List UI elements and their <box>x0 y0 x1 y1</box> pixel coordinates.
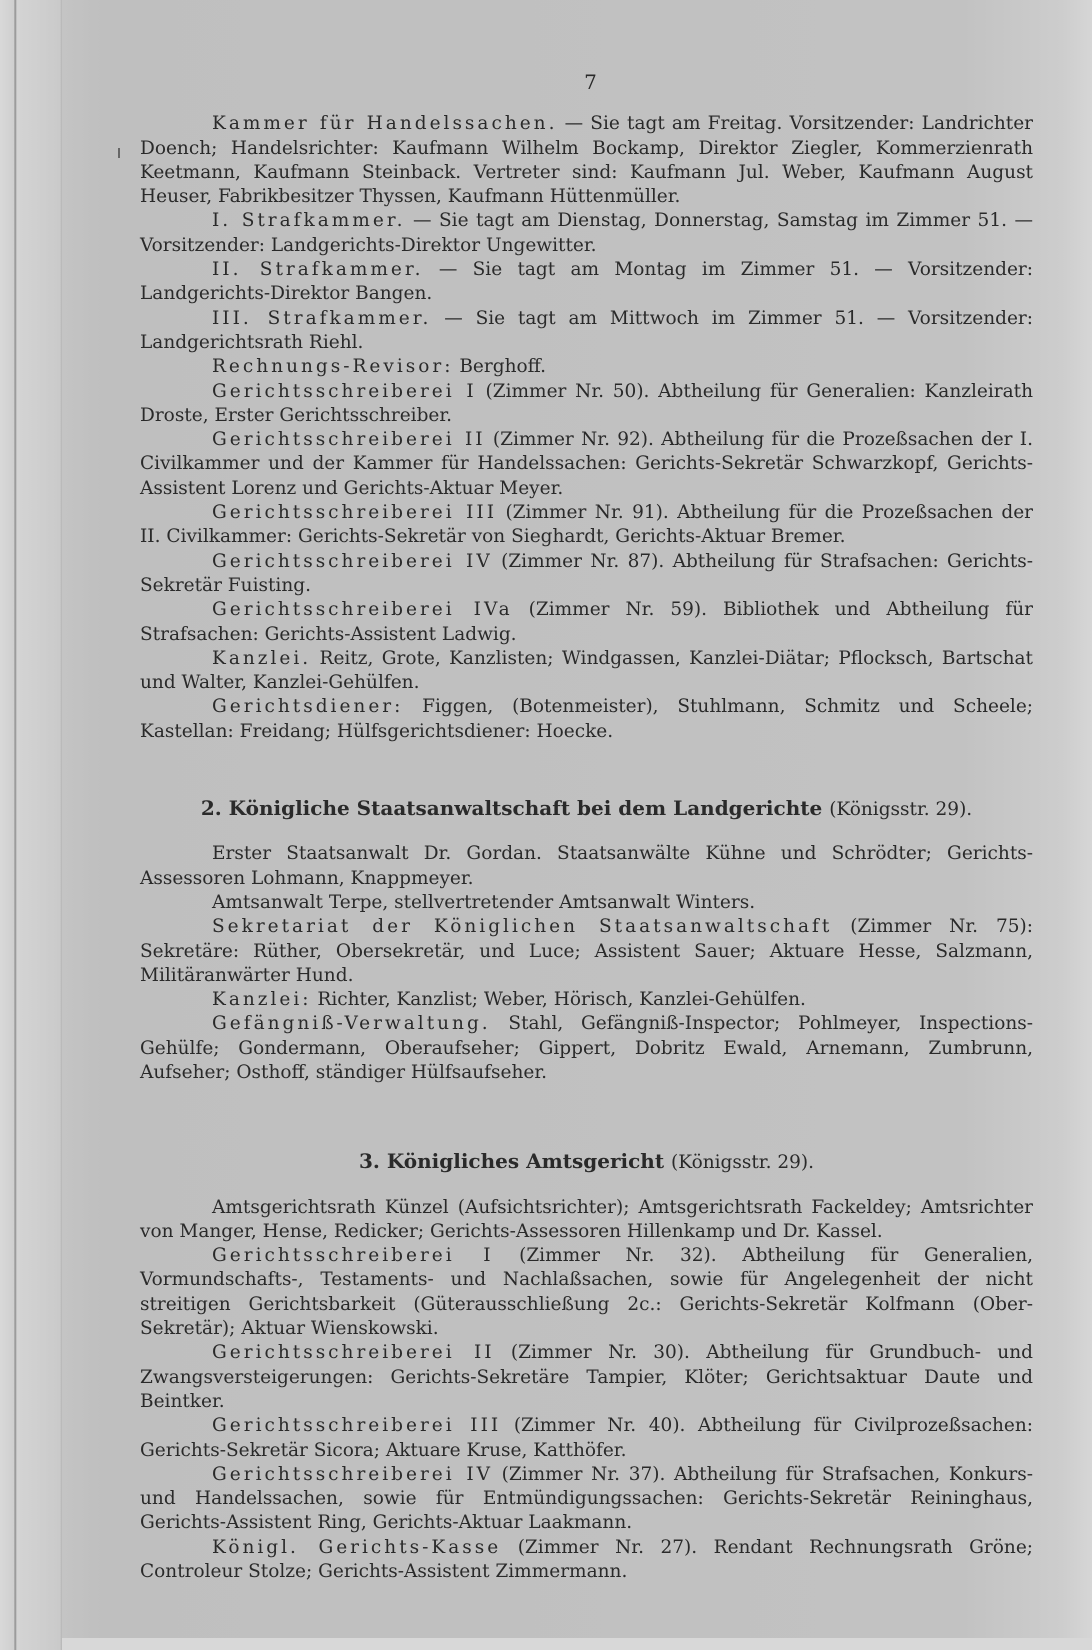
entry-text: Reitz, Grote, Kanzlisten; Windgassen, Kanzlei-Diätar; Pflocksch, Bartschat und Walter, Kanzlei-Gehülfen. <box>140 647 1033 694</box>
section-3-title: Königliches Amtsgericht <box>386 1149 665 1174</box>
page-bottom-edge <box>62 1638 1092 1650</box>
section-3-heading <box>140 1149 1033 1175</box>
page-number: 7 <box>584 70 597 94</box>
entry-paragraph <box>140 695 1033 744</box>
entry-paragraph <box>140 380 1033 429</box>
section-3-amtsgericht <box>140 1196 1033 1585</box>
entry-text: (Zimmer Nr. 50). Abtheilung für Generalien: Kanzleirath Droste, Erster Gerichtsschreiber. <box>140 380 1033 426</box>
entry-text: (Zimmer Nr. 30). Abtheilung für Grundbuch- und Zwangsversteigerungen: Gerichts-Sekretäre Tampier, Klöter; Gerichtsaktuar Daute und Beintker. <box>140 1342 1033 1412</box>
entry-label: Gerichtsschreiberei III <box>212 502 498 524</box>
entry-paragraph <box>140 988 1033 1012</box>
entry-text: Stahl, Gefängniß-Inspector; Pohlmeyer, Inspections-Gehülfe; Gondermann, Oberaufseher; Gippert, Dobritz Ewald, Arnemann, Zumbrunn, Aufseher; Osthoff, ständiger Hülfsaufseher. <box>140 1013 1033 1083</box>
section-2-title: Königliche Staatsanwaltschaft bei dem Landgerichte <box>228 796 823 821</box>
entry-paragraph <box>140 550 1033 599</box>
entry-paragraph <box>140 112 1033 209</box>
entry-text: Amtsgerichtsrath Künzel (Aufsichtsrichter); Amtsgerichtsrath Fackeldey; Amtsrichter von Manger, Hense, Redicker; Gerichts-Assessoren Hillenkamp und Dr. Kassel. <box>140 1196 1033 1242</box>
entry-text: (Zimmer Nr. 75): Sekretäre: Rüther, Obersekretär, und Luce; Assistent Sauer; Aktuare Hesse, Salzmann, Militäranwärter Hund. <box>140 916 1033 986</box>
entry-paragraph <box>140 1463 1033 1536</box>
entry-paragraph <box>140 209 1033 258</box>
entry-text: Amtsanwalt Terpe, stellvertretender Amtsanwalt Winters. <box>212 891 756 913</box>
entry-text: — Sie tagt am Montag im Zimmer 51. — Vorsitzender: Landgerichts-Direktor Bangen. <box>140 259 1034 305</box>
entry-label: Gerichtsschreiberei IV <box>212 550 493 572</box>
entry-paragraph <box>140 501 1033 550</box>
section-2-number: 2. <box>200 796 222 821</box>
entry-label: Kammer für Handelssachen. <box>212 113 558 135</box>
entry-text: Berghoff. <box>453 356 546 378</box>
entry-paragraph <box>140 258 1033 307</box>
section-2-address: (Königsstr. 29). <box>829 799 973 821</box>
entry-label: III. Strafkammer. <box>212 307 432 329</box>
entry-label: Königl. Gerichts-Kasse <box>212 1536 502 1558</box>
entry-paragraph <box>140 1414 1033 1463</box>
page-content <box>140 70 1033 1584</box>
entry-paragraph <box>140 307 1033 356</box>
entry-text: Erster Staatsanwalt Dr. Gordan. Staatsanwälte Kühne und Schrödter; Gerichts-Assessoren Lohmann, Knappmeyer. <box>140 843 1033 889</box>
entry-paragraph <box>140 1196 1033 1245</box>
entry-paragraph <box>140 598 1033 647</box>
entry-paragraph <box>140 891 1033 915</box>
entry-label: Gerichtsschreiberei IV <box>212 1463 493 1485</box>
entry-text: (Zimmer Nr. 32). Abtheilung für Generalien, Vormundschafts-, Testaments- und Nachlaßsachen, sowie für Angelegenheit der nicht streitigen Gerichtsbarkeit (Güterausschließung 2c.: Gerichts-Sekretär Kolfmann (Ober-Sekretär); Aktuar Wienskowski. <box>140 1245 1033 1340</box>
section-2-staatsanwaltschaft <box>140 842 1033 1085</box>
entry-label: Gerichtsschreiberei I <box>212 380 477 402</box>
entry-paragraph <box>140 915 1033 988</box>
entry-label: II. Strafkammer. <box>212 259 424 281</box>
entry-text: Figgen, (Botenmeister), Stuhlmann, Schmitz und Scheele; Kastellan: Freidang; Hülfsgerichtsdiener: Hoecke. <box>140 696 1033 742</box>
entry-label: Rechnungs-Revisor: <box>212 356 454 378</box>
entry-text: (Zimmer Nr. 92). Abtheilung für die Prozeßsachen der I. Civilkammer und der Kammer für Handelssachen: Gerichts-Sekretär Schwarzkopf, Gerichts-Assistent Lorenz und Gerichts-Aktuar Meyer. <box>140 429 1033 499</box>
entry-label: Gerichtsschreiberei II <box>212 1342 495 1364</box>
entry-text: (Zimmer Nr. 91). Abtheilung für die Prozeßsachen der II. Civilkammer: Gerichts-Sekretär von Sieghardt, Gerichts-Aktuar Bremer. <box>140 502 1033 548</box>
entry-paragraph <box>140 1012 1033 1085</box>
entry-label: Gerichtsdiener: <box>212 696 404 718</box>
section-3-number: 3. <box>358 1149 380 1174</box>
entry-text: — Sie tagt am Dienstag, Donnerstag, Samstag im Zimmer 51. — Vorsitzender: Landgerichts-Direktor Ungewitter. <box>140 210 1033 256</box>
entry-text: (Zimmer Nr. 59). Bibliothek und Abtheilung für Strafsachen: Gerichts-Assistent Ladwig. <box>140 599 1033 645</box>
book-binding-edge <box>0 0 62 1650</box>
entry-text: (Zimmer Nr. 87). Abtheilung für Strafsachen: Gerichts-Sekretär Fuisting. <box>140 550 1034 596</box>
entry-paragraph <box>140 1536 1033 1585</box>
entry-label: I. Strafkammer. <box>212 210 406 232</box>
entry-label: Kanzlei: <box>212 989 312 1011</box>
entry-paragraph <box>140 428 1033 501</box>
entry-label: Sekretariat der Königlichen Staatsanwaltschaft <box>212 916 833 938</box>
entry-label: Gerichtsschreiberei IVa <box>212 599 513 621</box>
entry-label: Gerichtsschreiberei I <box>212 1245 494 1267</box>
entry-paragraph <box>140 647 1033 696</box>
entry-text: (Zimmer Nr. 37). Abtheilung für Strafsachen, Konkurs- und Handelssachen, sowie für Entmündigungssachen: Gerichts-Sekretär Reininghaus, Gerichts-Assistent Ring, Gerichts-Aktuar Laakmann. <box>140 1463 1034 1534</box>
section-1-landgericht-continued <box>140 112 1033 744</box>
section-2-heading <box>140 796 1033 822</box>
entry-paragraph <box>140 1341 1033 1414</box>
entry-label: Kanzlei. <box>212 647 312 669</box>
entry-text: (Zimmer Nr. 27). Rendant Rechnungsrath Gröne; Controleur Stolze; Gerichts-Assistent Zimmermann. <box>140 1536 1033 1583</box>
entry-text: — Sie tagt am Mittwoch im Zimmer 51. — Vorsitzender: Landgerichtsrath Riehl. <box>140 307 1033 353</box>
entry-label: Gerichtsschreiberei III <box>212 1415 502 1437</box>
entry-paragraph <box>140 1244 1033 1341</box>
entry-label: Gerichtsschreiberei II <box>212 429 486 451</box>
entry-text: Richter, Kanzlist; Weber, Hörisch, Kanzlei-Gehülfen. <box>311 989 806 1011</box>
entry-paragraph <box>140 842 1033 891</box>
section-3-address: (Königsstr. 29). <box>671 1152 815 1174</box>
entry-text: — Sie tagt am Freitag. Vorsitzender: Landrichter Doench; Handelsrichter: Kaufmann Wilhelm Bockamp, Direktor Ziegler, Kommerzienrath Keetmann, Kaufmann Steinback. Vertreter sind: Kaufmann Jul. Weber, Kaufmann August Heuser, Fabrikbesitzer Thyssen, Kaufmann Hüttenmüller. <box>140 113 1033 208</box>
margin-mark <box>118 148 120 158</box>
entry-label: Gefängniß-Verwaltung. <box>212 1013 491 1035</box>
entry-paragraph <box>140 355 1033 379</box>
entry-text: (Zimmer Nr. 40). Abtheilung für Civilprozeßsachen: Gerichts-Sekretär Sicora; Aktuare Kruse, Katthöfer. <box>140 1415 1033 1461</box>
